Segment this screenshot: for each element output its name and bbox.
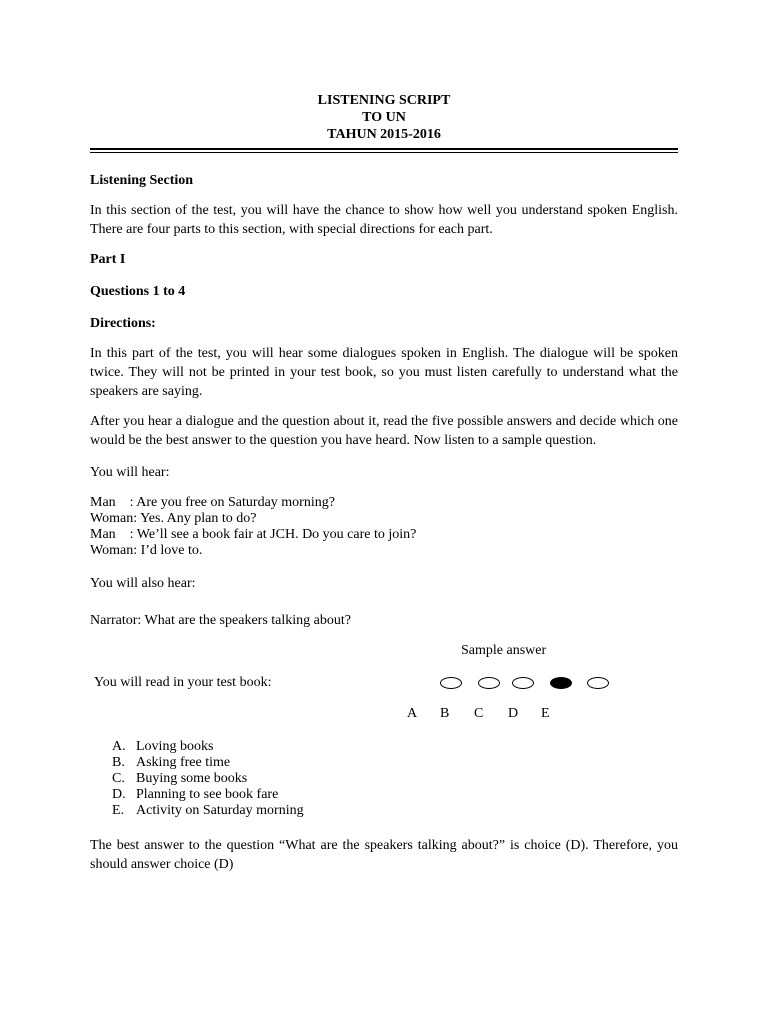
bubble-c xyxy=(512,677,534,689)
bubble-d-selected xyxy=(550,677,572,689)
sample-answer-label: Sample answer xyxy=(461,643,547,658)
choice-item: B. Asking free time xyxy=(112,755,231,770)
choice-item: A. Loving books xyxy=(112,739,214,754)
choice-item: C. Buying some books xyxy=(112,771,248,786)
part-heading: Part I xyxy=(90,252,126,267)
bubble-letter: B xyxy=(440,706,450,721)
bubble-letter: D xyxy=(508,706,519,721)
sample-dialogue xyxy=(90,495,678,559)
bubble-letter: A xyxy=(407,706,418,721)
title-line-1: LISTENING SCRIPT xyxy=(317,93,451,108)
document-title xyxy=(90,92,678,143)
conclusion-paragraph: The best answer to the question “What are the speakers talking about?” is choice (D). Therefore, you should answer choice (D) xyxy=(90,838,678,872)
dialogue-line: Man : Are you free on Saturday morning? xyxy=(90,495,335,510)
title-rule-thin xyxy=(90,152,678,153)
choice-item: E. Activity on Saturday morning xyxy=(112,803,304,818)
title-line-3: TAHUN 2015-2016 xyxy=(327,127,441,142)
directions-paragraph-1: In this part of the test, you will hear some dialogues spoken in English. The dialogue will be spoken twice. They will not be printed in your test book, so you must listen carefully to understand what the speakers are saying. xyxy=(90,346,678,399)
bubble-b xyxy=(478,677,500,689)
choice-item: D. Planning to see book fare xyxy=(112,787,279,802)
document-page xyxy=(90,92,678,630)
bubble-letter: E xyxy=(541,706,550,721)
you-will-also-hear-label: You will also hear: xyxy=(90,576,196,591)
read-in-book-label: You will read in your test book: xyxy=(94,675,272,690)
title-rule-thick xyxy=(90,148,678,150)
bubble-a xyxy=(440,677,462,689)
directions-paragraph-2: After you hear a dialogue and the question about it, read the five possible answers and decide which one would be the best answer to the question you have heard. Now listen to a sample question. xyxy=(90,414,678,448)
dialogue-line: Man : We’ll see a book fair at JCH. Do you care to join? xyxy=(90,527,417,542)
narrator-question: Narrator: What are the speakers talking about? xyxy=(90,613,351,628)
questions-heading: Questions 1 to 4 xyxy=(90,284,186,299)
section-heading: Listening Section xyxy=(90,173,194,188)
bubble-letter: C xyxy=(474,706,484,721)
dialogue-line: Woman: I’d love to. xyxy=(90,543,203,558)
title-line-2: TO UN xyxy=(362,110,406,125)
dialogue-line: Woman: Yes. Any plan to do? xyxy=(90,511,257,526)
bubble-e xyxy=(587,677,609,689)
you-will-hear-label: You will hear: xyxy=(90,465,170,480)
intro-paragraph: In this section of the test, you will have the chance to show how well you understand spoken English. There are four parts to this section, with special directions for each part. xyxy=(90,203,678,237)
answer-choices xyxy=(112,739,412,819)
directions-heading: Directions: xyxy=(90,316,156,331)
